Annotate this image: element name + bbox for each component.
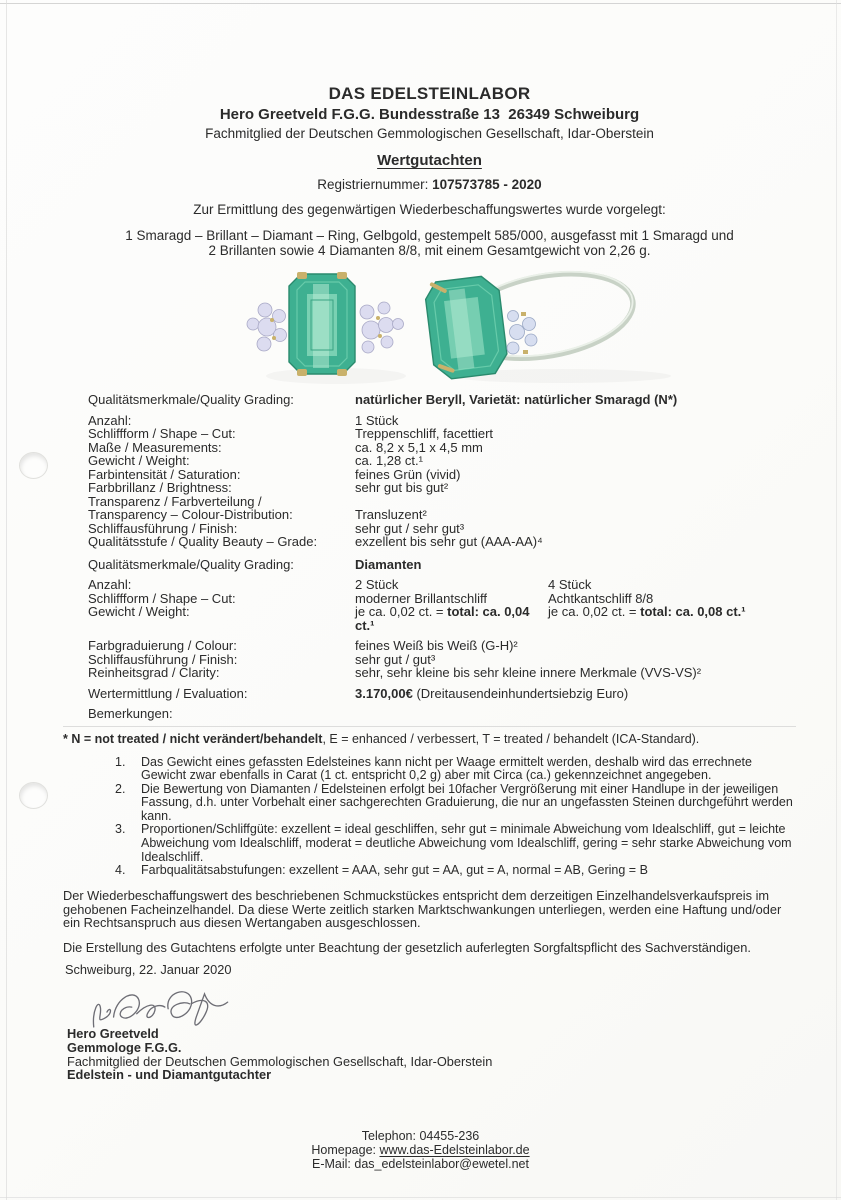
evaluation-label: Wertermittlung / Evaluation: <box>88 685 248 701</box>
grading-row <box>88 666 796 680</box>
grading-label: Anzahl: <box>88 577 132 592</box>
homepage-url: www.das-Edelsteinlabor.de <box>379 1143 530 1157</box>
grading-label: Transparenz / Farbverteilung / <box>88 493 262 509</box>
footer-phone: Telephon: 04455-236 <box>361 1129 480 1143</box>
separator-line <box>63 726 796 727</box>
place-date: Schweiburg, 22. Januar 2020 <box>65 962 232 978</box>
footnote-item <box>115 756 796 783</box>
gold-speck <box>521 312 526 316</box>
scan-edge-top <box>0 3 841 4</box>
evaluation-value <box>355 687 796 701</box>
registration-label: Registriernummer: <box>317 177 433 192</box>
grading-row <box>88 454 796 468</box>
diamond-cluster-left <box>247 303 287 351</box>
grading-label: Qualitätsmerkmale/Quality Grading: <box>88 392 294 407</box>
grading-row <box>88 468 796 482</box>
grading-row <box>88 441 796 455</box>
item-description-line2: 2 Brillanten sowie 4 Diamanten 8/8, mit einem Gesamtgewicht von 2,26 g. <box>208 242 651 258</box>
grading-label: Farbbrillanz / Brightness: <box>88 480 232 495</box>
grading-value-col1: je ca. 0,02 ct. = total: ca. 0,04 ct.¹ <box>355 604 530 633</box>
grading-value-col1: moderner Brillantschliff <box>355 590 487 606</box>
footnote-list <box>115 756 796 878</box>
punch-hole <box>19 782 48 809</box>
grading-label: Farbgraduierung / Colour: <box>88 638 237 653</box>
grading-value: Transluzent² <box>355 507 427 522</box>
footnote-number: 4. <box>115 863 126 878</box>
grading-value: sehr, sehr kleine bis sehr kleine innere Merkmale (VVS-VS)² <box>355 665 702 680</box>
grading-label: Schliffausführung / Finish: <box>88 520 238 536</box>
grading-value-col1: 2 Stück <box>355 577 399 592</box>
document-title: Wertgutachten <box>377 152 482 169</box>
grading-row <box>88 495 796 509</box>
grading-label: Gewicht / Weight: <box>88 604 190 619</box>
grading-label: Transparency – Colour-Distribution: <box>88 507 293 522</box>
footer-homepage: Homepage: www.das-Edelsteinlabor.de <box>311 1143 530 1157</box>
evaluation-row <box>88 687 796 701</box>
footnote-item <box>115 783 796 824</box>
scan-edge-right <box>836 0 837 1200</box>
grading-value: sehr gut bis gut² <box>355 480 449 495</box>
grading-row <box>88 535 796 549</box>
footnote-number: 2. <box>115 781 126 796</box>
gold-speck <box>270 318 274 322</box>
grading-label: Gewicht / Weight: <box>88 453 190 468</box>
footnote-text: Das Gewicht eines gefassten Edelsteines kann nicht per Waage ermittelt werden, deshalb wird das errechnete Gewicht zwar ebenfalls in Carat (1 ct. entspricht 0,2 g) aber mit Circa (ca.) gekennzeichnet angegeben. <box>141 754 752 783</box>
prong <box>297 272 307 279</box>
grading-label: Reinheitsgrad / Clarity: <box>88 665 220 680</box>
evaluation-amount-words: (Dreitausendeinhundertsiebzig Euro) <box>412 685 629 701</box>
grading-table <box>88 393 796 721</box>
ring-photo-svg <box>241 264 691 392</box>
grading-row <box>88 605 796 632</box>
footnote-item <box>115 823 796 864</box>
ring-front-view <box>247 272 406 384</box>
evaluation-amount: 3.170,00€ <box>355 685 413 701</box>
signer-membership: Fachmitglied der Deutschen Gemmologischen Gesellschaft, Idar-Oberstein <box>67 1053 493 1069</box>
grading-value: natürlicher Beryll, Varietät: natürlicher Smaragd (N*) <box>355 392 678 407</box>
grading-value: ca. 1,28 ct.¹ <box>355 453 423 468</box>
grading-value: sehr gut / gut³ <box>355 651 436 667</box>
letterhead <box>63 84 796 258</box>
grading-value-col2: Achtkantschliff 8/8 <box>548 590 654 606</box>
grading-row <box>88 481 796 495</box>
grading-row <box>88 508 796 522</box>
ring-photo <box>241 264 691 392</box>
emerald-stone-side <box>424 274 509 380</box>
diamond-cluster-side <box>507 311 537 355</box>
grading-label: Qualitätsmerkmale/Quality Grading: <box>88 556 294 572</box>
grading-label: Qualitätsstufe / Quality Beauty – Grade: <box>88 534 318 549</box>
signer-title: Gemmologe F.G.G. <box>67 1039 182 1055</box>
grading-value: ca. 8,2 x 5,1 x 4,5 mm <box>355 439 483 455</box>
grading-row <box>88 578 796 592</box>
grading-row <box>88 592 796 606</box>
prong <box>337 369 347 376</box>
grading-value: exzellent bis sehr gut (AAA-AA)⁴ <box>355 534 543 549</box>
emerald-stone-front <box>289 272 355 376</box>
lab-membership: Fachmitglied der Deutschen Gemmologischen Gesellschaft, Idar-Oberstein <box>205 126 654 141</box>
remarks-label: Bemerkungen: <box>88 706 173 721</box>
punch-hole <box>19 452 48 479</box>
signer-name: Hero Greetveld <box>67 1026 159 1042</box>
gold-speck <box>376 316 380 320</box>
grading-row <box>88 639 796 653</box>
footnote-number: 3. <box>115 822 126 837</box>
grading-label: Maße / Measurements: <box>88 439 222 455</box>
grading-label: Farbintensität / Saturation: <box>88 466 241 482</box>
scan-edge-bottom <box>0 1197 841 1198</box>
grading-value: feines Grün (vivid) <box>355 466 461 482</box>
diligence-paragraph: Die Erstellung des Gutachtens erfolgte unter Beachtung der gesetzlich auferlegten Sorgfaltspflicht des Sachverständigen. <box>63 940 751 956</box>
footnote-text: Farbqualitätsabstufungen: exzellent = AAA, sehr gut = AA, gut = A, normal = AB, Gering = B <box>141 863 648 878</box>
grading-value: 1 Stück <box>355 412 399 428</box>
prong <box>297 369 307 376</box>
diamond-cluster-right <box>360 302 404 353</box>
registration-number: 107573785 - 2020 <box>432 177 542 192</box>
lab-name: DAS EDELSTEINLABOR <box>328 84 531 103</box>
contact-footer <box>0 1129 841 1171</box>
document-content <box>63 84 796 1082</box>
grading-value: Treppenschliff, facettiert <box>355 426 494 441</box>
footnote-text: Proportionen/Schliffgüte: exzellent = ideal geschliffen, sehr gut = minimale Abweichung vom Idealschliff, gut = leichte Abweichung vom Idealschliff, moderat = deutliche Abweichung vom Idealschliff, gering = sehr starke Abweichung vom Idealschliff. <box>141 822 792 864</box>
grading-row <box>88 414 796 428</box>
grading-label: Anzahl: <box>88 412 132 428</box>
grading-label: Schliffform / Shape – Cut: <box>88 590 236 606</box>
disclaimer-paragraph: Der Wiederbeschaffungswert des beschriebenen Schmuckstückes entspricht dem derzeitigen Einzelhandelsverkaufspreis im gehobenen Facheinzelhandel. Da diese Werte zeitlich starken Marktschwankungen unterliegen, werden eine Haftung und/oder ein Rechtsanspruch aus diesen Wertangaben ausgeschlossen. <box>63 887 782 931</box>
grading-value <box>355 495 796 509</box>
grading-value: Diamanten <box>355 556 422 572</box>
grading-value: sehr gut / sehr gut³ <box>355 520 465 536</box>
gold-speck <box>523 350 528 354</box>
grading-value-col2: 4 Stück <box>548 577 592 592</box>
registration-line <box>63 176 796 194</box>
lab-address: Hero Greetveld F.G.G. Bundesstraße 13 26349 Schweiburg <box>219 106 640 123</box>
prong <box>337 272 347 279</box>
item-description <box>63 229 796 258</box>
footer-email: E-Mail: das_edelsteinlabor@ewetel.net <box>312 1157 529 1171</box>
grading-label: Schliffausführung / Finish: <box>88 651 238 667</box>
gold-speck <box>378 334 382 338</box>
scan-edge-left <box>6 0 7 1200</box>
purpose-line: Zur Ermittlung des gegenwärtigen Wiederbeschaffungswertes wurde vorgelegt: <box>193 202 666 217</box>
ring-side-view <box>424 264 671 383</box>
footnote-text: Die Bewertung von Diamanten / Edelsteinen erfolgt bei 10facher Vergrößerung mit einer Handlupe in der jeweiligen Fassung, d.h. unter Vorbehalt einer sachgerechten Graduierung, die nur an ungefassten Steinen durchgeführt werden kann. <box>141 781 793 823</box>
grading-value: feines Weiß bis Weiß (G-H)² <box>355 638 518 653</box>
grading-row <box>88 427 796 441</box>
signature-block <box>67 979 796 1082</box>
grading-label: Schliffform / Shape – Cut: <box>88 426 236 441</box>
item-description-line1: 1 Smaragd – Brillant – Diamant – Ring, Gelbgold, gestempelt 585/000, ausgefasst mit 1 Smaragd und <box>125 228 734 243</box>
footnote-item <box>115 864 796 878</box>
grading-row <box>88 522 796 536</box>
treatment-footnote: * N = not treated / nicht verändert/behandelt, E = enhanced / verbessert, T = treated / behandelt (ICA-Standard). <box>63 731 700 746</box>
grading-row <box>88 393 796 407</box>
grading-row <box>88 653 796 667</box>
grading-row-diamonds-header <box>88 558 796 572</box>
signer-role: Edelstein - und Diamantgutachter <box>67 1067 272 1083</box>
grading-value-col2: je ca. 0,02 ct. = total: ca. 0,08 ct.¹ <box>548 604 746 619</box>
gold-speck <box>272 336 276 340</box>
remarks-row <box>88 707 796 721</box>
footnote-number: 1. <box>115 754 126 769</box>
